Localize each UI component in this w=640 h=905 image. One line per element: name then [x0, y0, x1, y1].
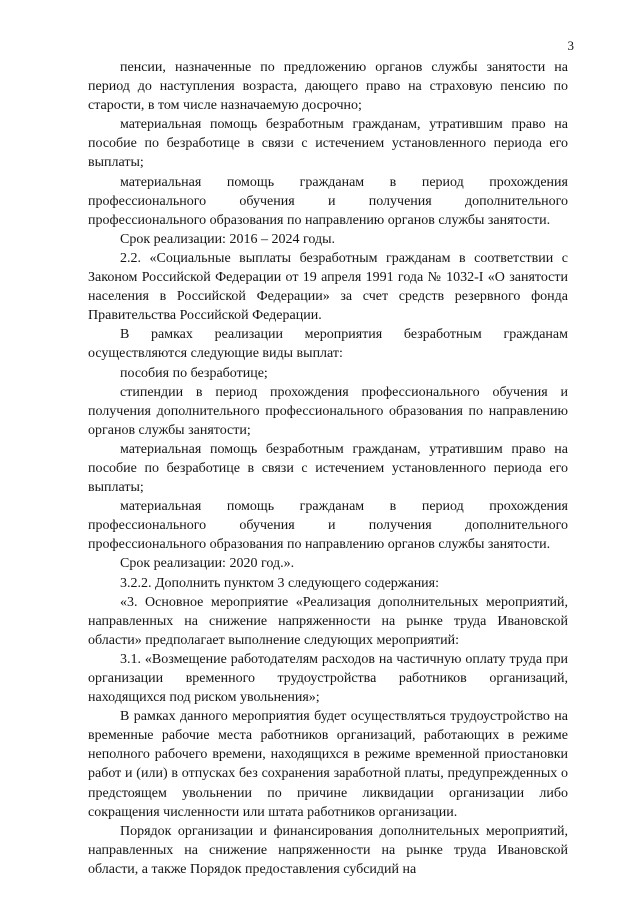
paragraph: В рамках реализации мероприятия безработным гражданам осуществляются следующие виды выплат:: [88, 327, 568, 362]
paragraph: материальная помощь гражданам в период прохождения профессионального обучения и получения дополнительного профессионального образования по направлению органов службы занятости.: [88, 174, 568, 228]
page-number: 3: [567, 38, 574, 53]
paragraph: пособия по безработице;: [120, 365, 268, 381]
paragraph: пенсии, назначенные по предложению органов службы занятости на период до наступления возраста, дающего право на страховую пенсию по старости, в том числе назначаемую досрочно;: [88, 60, 568, 114]
paragraph: 3.1. «Возмещение работодателям расходов на частичную оплату труда при организации временного трудоустройства работников организаций, находящихся под риском увольнения»;: [88, 651, 568, 706]
paragraph: материальная помощь безработным гражданам, утратившим право на пособие по безработице в связи с истечением установленного периода его выплаты;: [88, 441, 568, 496]
paragraph: стипендии в период прохождения профессионального обучения и получения дополнительного профессионального образования по направлению органов службы занятости;: [88, 384, 568, 438]
paragraph: В рамках данного мероприятия будет осуществляться трудоустройство на временные рабочие места работников организаций, работающих в режиме неполного рабочего времени, находящихся в режиме временной приостановки работ и (или) в отпусках без сохранения заработной платы, предупрежденных о предстоящем увольнении по причине ликвидации организации либо сокращения численности или штата работников организации.: [88, 709, 568, 820]
paragraph: Срок реализации: 2016 – 2024 годы.: [120, 231, 335, 247]
paragraph: «3. Основное мероприятие «Реализация дополнительных мероприятий, направленных на снижение напряженности на рынке труда Ивановской области» предполагает выполнение следующих мероприятий:: [88, 594, 568, 648]
paragraph: Срок реализации: 2020 год.».: [120, 556, 295, 572]
paragraph: материальная помощь гражданам в период прохождения профессионального обучения и получения дополнительного профессионального образования по направлению органов службы занятости.: [88, 499, 568, 553]
paragraph: Порядок организации и финансирования дополнительных мероприятий, направленных на снижение напряженности на рынке труда Ивановской области, а также Порядок предоставления субсидий на: [88, 823, 568, 877]
paragraph: 3.2.2. Дополнить пунктом 3 следующего содержания:: [120, 575, 440, 591]
paragraph: 2.2. «Социальные выплаты безработным гражданам в соответствии с Законом Российской Федерации от 19 апреля 1991 года № 1032-I «О занятости населения в Российской Федерации» за счет средств резервного фонда Правительства Российской Федерации.: [88, 250, 568, 324]
document-body: [88, 58, 568, 879]
paragraph: материальная помощь безработным гражданам, утратившим право на пособие по безработице в связи с истечением установленного периода его выплаты;: [88, 117, 568, 171]
